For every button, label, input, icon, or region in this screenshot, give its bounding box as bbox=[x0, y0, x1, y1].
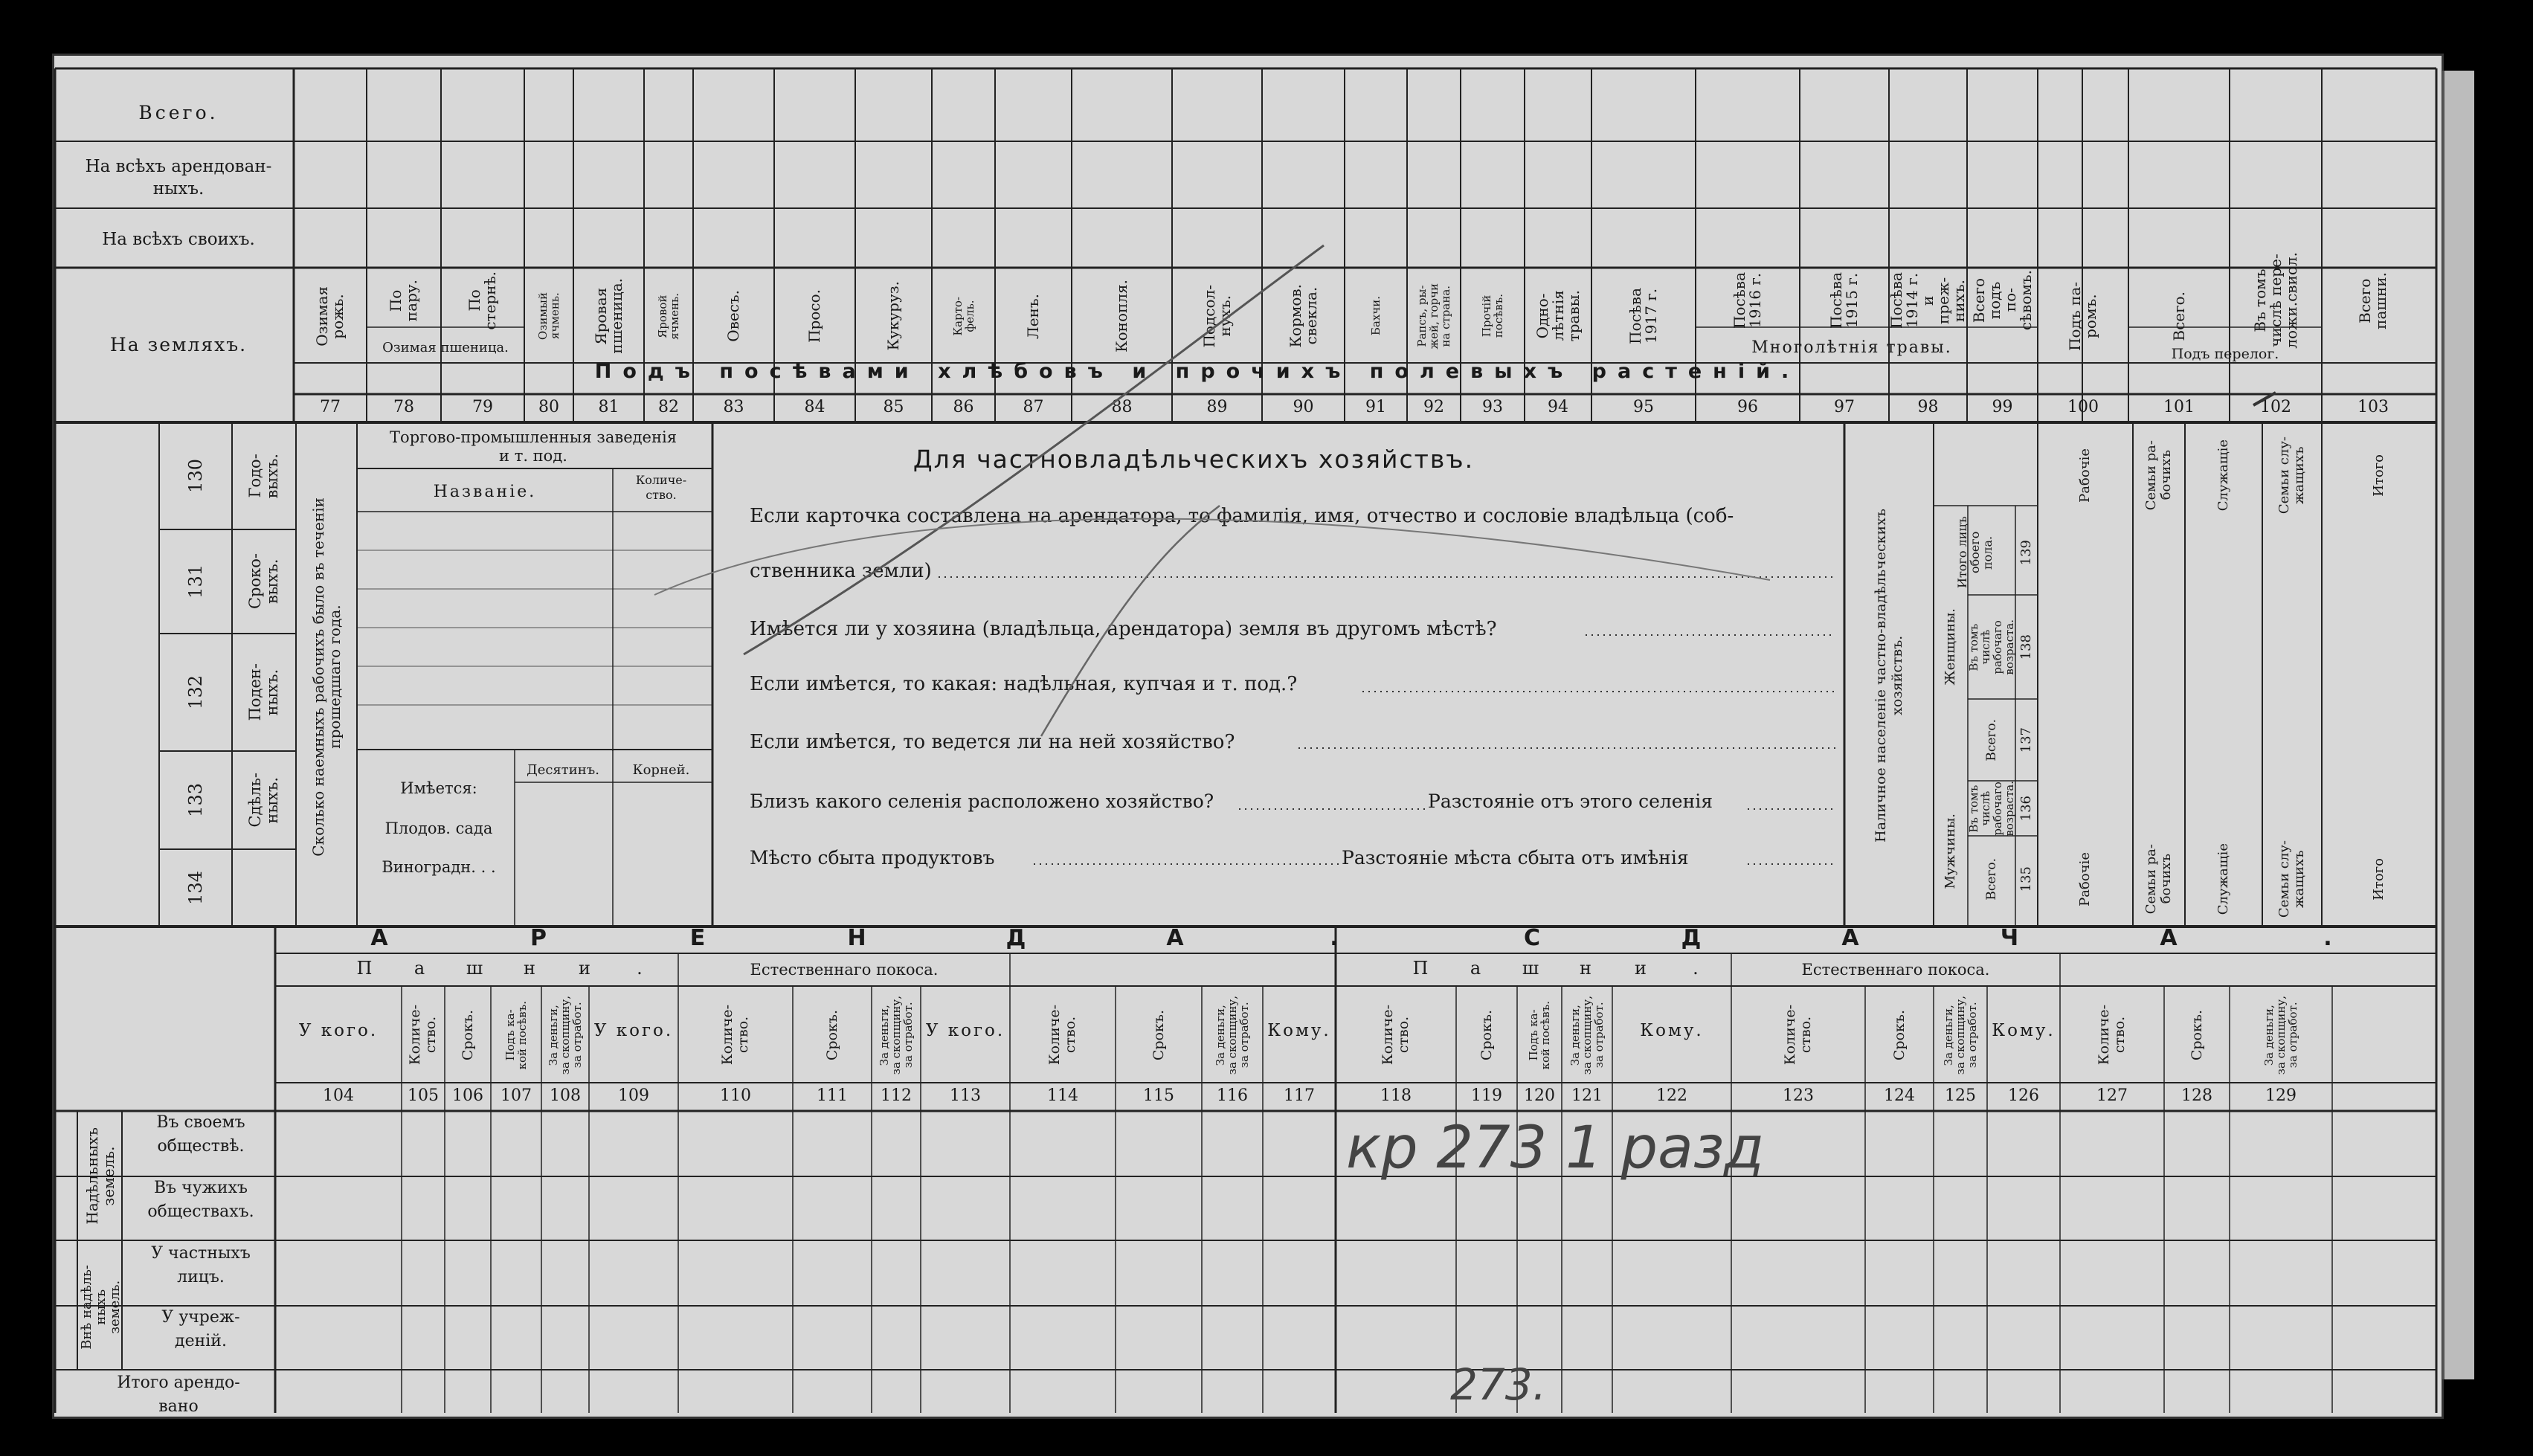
crop-header-8: Кукуруз. bbox=[884, 281, 902, 351]
lease-header-13: Кому. bbox=[1267, 1021, 1331, 1040]
arenda-letter-4: Д bbox=[1005, 925, 1026, 951]
col-num-81: 81 bbox=[598, 398, 619, 416]
lease-header-11: Срокъ. bbox=[1150, 1009, 1167, 1061]
lease-header-15: Срокъ. bbox=[1478, 1009, 1495, 1061]
col-num-78: 78 bbox=[393, 398, 414, 416]
arenda-pashni-4: и bbox=[579, 958, 590, 979]
pop-col-top-0: Рабочіе bbox=[2077, 448, 2093, 503]
crop-header-12: Подсол- нухъ. bbox=[1200, 284, 1234, 348]
private-title: Для частновладѣльческихъ хозяйствъ. bbox=[913, 445, 1475, 474]
pop-zhenshchiny: Женщины. bbox=[1943, 608, 1958, 686]
pop-vtom-m: Въ томъ числѣ рабочаго возраста. bbox=[1967, 780, 2016, 837]
crop-header-10: Ленъ. bbox=[1024, 293, 1042, 339]
crop-header-9: Карто- фель. bbox=[950, 296, 976, 336]
col-num-86: 86 bbox=[953, 398, 974, 416]
sdacha-pashni-2: ш bbox=[1522, 958, 1539, 979]
lease-header-10: Количе- ство. bbox=[1046, 1005, 1078, 1066]
lease-num-118: 118 bbox=[1380, 1086, 1412, 1105]
col-num-97: 97 bbox=[1834, 398, 1855, 416]
col-num-77: 77 bbox=[320, 398, 341, 416]
lease-num-119: 119 bbox=[1471, 1086, 1502, 1105]
lease-num-121: 121 bbox=[1571, 1086, 1603, 1105]
pop-vtom-f: Въ томъ числѣ рабочаго возраста. bbox=[1967, 619, 2016, 675]
torg-vinograd: Виноградн. . . bbox=[382, 858, 496, 876]
lease-header-3: Подъ ка- кой посѣвъ. bbox=[503, 1000, 529, 1070]
lease-num-117: 117 bbox=[1284, 1086, 1315, 1105]
crop-header-20: Посѣва 1915 г. bbox=[1827, 272, 1861, 329]
crop-header-3: Озимый ячмень. bbox=[536, 291, 561, 341]
lease-num-107: 107 bbox=[501, 1086, 532, 1105]
lease-num-122: 122 bbox=[1656, 1086, 1687, 1105]
col-num-82: 82 bbox=[658, 398, 679, 416]
private-line-7b: Разстояніе мѣста сбыта отъ имѣнія bbox=[1342, 847, 1689, 869]
population-caption: Наличное населеніе частно-владѣльческихъ хозяйствъ. bbox=[1873, 508, 1905, 843]
crop-header-13: Кормов. свекла. bbox=[1286, 284, 1320, 348]
arenda-pashni-0: П bbox=[356, 958, 373, 979]
crop-header-1: По пару. bbox=[387, 279, 420, 322]
pop-num-137: 137 bbox=[2018, 727, 2034, 753]
row-label-svoikh: На всѣхъ своихъ. bbox=[102, 230, 255, 249]
arenda-letter-3: Н bbox=[847, 925, 866, 951]
sdacha-letter-5: . bbox=[2323, 925, 2332, 951]
private-line-4: Если имѣется, то какая: надѣльная, купчая и т. под.? bbox=[750, 673, 1298, 695]
pop-vsego-f: Всего. bbox=[1984, 718, 1999, 761]
lease-header-16: Подъ ка- кой посѣвъ. bbox=[1527, 1000, 1552, 1070]
torg-qty-header: Количе- ство. bbox=[635, 473, 687, 502]
workers-caption: Сколько наемныхъ рабочихъ было въ теченіи прошедшаго года. bbox=[309, 497, 344, 857]
lease-num-111: 111 bbox=[817, 1086, 848, 1105]
pop-col-bot-3: Семьи слу- жащихъ bbox=[2276, 840, 2307, 918]
col-num-95: 95 bbox=[1633, 398, 1654, 416]
lease-header-17: За деньги, за скопщину, за отработ. bbox=[1568, 995, 1606, 1075]
vne-nadel-label: Внѣ надѣль- ныхъ земель. bbox=[78, 1265, 123, 1350]
sdacha-pashni-5: . bbox=[1693, 958, 1699, 979]
lease-header-18: Кому. bbox=[1640, 1021, 1704, 1040]
pop-col-top-3: Семьи слу- жащихъ bbox=[2276, 436, 2307, 515]
col-num-99: 99 bbox=[1992, 398, 2013, 416]
sdacha-letter-2: А bbox=[1841, 925, 1859, 951]
worker-label-0: Годо- выхъ. bbox=[246, 453, 281, 499]
row-label-arend-1: На всѣхъ арендован- bbox=[85, 157, 272, 176]
lease-num-128: 128 bbox=[2181, 1086, 2212, 1105]
col-num-88: 88 bbox=[1111, 398, 1133, 416]
pop-col-top-1: Семьи ра- бочихъ bbox=[2143, 439, 2174, 511]
col-num-93: 93 bbox=[1482, 398, 1503, 416]
crop-header-0: Озимая рожь. bbox=[313, 286, 347, 347]
col-num-98: 98 bbox=[1917, 398, 1939, 416]
crop-header-24: Всего. bbox=[2169, 291, 2188, 341]
pop-itogo: Итого лицъ обоего пола. bbox=[1954, 516, 1995, 589]
sdacha-letter-4: А bbox=[2160, 925, 2178, 951]
row-chuzhikh-2: обществахъ. bbox=[147, 1202, 254, 1221]
pop-col-top-4: Итого bbox=[2371, 454, 2386, 497]
row-uchrezh-2: деній. bbox=[175, 1332, 227, 1350]
row-label-vsego: Всего. bbox=[138, 102, 219, 123]
crop-header-25: Въ томъ числѣ пере- ложи.свиол. bbox=[2250, 252, 2300, 349]
row-itogo-2: вано bbox=[158, 1397, 199, 1416]
pop-col-bot-2: Служащіе bbox=[2215, 843, 2231, 915]
crop-header-6: Овесъ. bbox=[724, 290, 742, 342]
crop-header-7: Просо. bbox=[805, 289, 823, 343]
arenda-pashni-5: . bbox=[637, 958, 643, 979]
row-uchrezh-1: У учреж- bbox=[161, 1308, 240, 1327]
arenda-pokos: Естественнаго покоса. bbox=[750, 961, 939, 979]
pop-col-bot-4: Итого bbox=[2371, 857, 2386, 901]
lease-header-7: Срокъ. bbox=[823, 1009, 840, 1061]
pop-num-135: 135 bbox=[2018, 866, 2034, 892]
crop-header-15: Рапсъ, ры- жей, горчи на страна. bbox=[1415, 283, 1452, 349]
pop-col-bot-1: Семьи ра- бочихъ bbox=[2143, 843, 2174, 915]
crop-header-19: Посѣва 1916 г. bbox=[1731, 272, 1764, 329]
col-num-94: 94 bbox=[1548, 398, 1568, 416]
worker-num-132: 132 bbox=[185, 675, 206, 709]
lease-num-112: 112 bbox=[881, 1086, 912, 1105]
crop-header-16: Прочій посѣвъ. bbox=[1480, 294, 1505, 338]
handwritten-note: кр 273 1 разд bbox=[1346, 1115, 1765, 1182]
worker-num-130: 130 bbox=[185, 459, 206, 493]
pop-col-bot-0: Рабочіе bbox=[2077, 851, 2093, 906]
row-itogo-1: Итого арендо- bbox=[117, 1373, 240, 1392]
col-num-102: 102 bbox=[2260, 398, 2291, 416]
nadelnykh-label: Надѣльныхъ земель. bbox=[83, 1127, 118, 1225]
lease-num-129: 129 bbox=[2265, 1086, 2297, 1105]
private-line-1: Если карточка составлена на арендатора, то фамилія, имя, отчество и сословіе владѣльца (соб- bbox=[750, 505, 1734, 527]
pop-num-138: 138 bbox=[2018, 634, 2034, 660]
crop-header-21: Посѣва 1914 г. и преж- нихъ. bbox=[1887, 272, 1968, 329]
pop-col-top-2: Служащіе bbox=[2215, 439, 2231, 512]
torg-desyatin: Десятинъ. bbox=[527, 762, 599, 778]
crop-header-2: По стернѣ. bbox=[466, 271, 499, 330]
pop-muzhchiny: Мужчины. bbox=[1943, 814, 1958, 889]
worker-label-2: Поден- ныхъ. bbox=[246, 663, 281, 721]
lease-header-21: За деньги, за скопщину, за отработ. bbox=[1942, 995, 1979, 1075]
lease-num-114: 114 bbox=[1047, 1086, 1078, 1105]
private-line-6a: Близъ какого селенія расположено хозяйство? bbox=[750, 790, 1214, 812]
lease-num-104: 104 bbox=[323, 1086, 354, 1105]
col-num-100: 100 bbox=[2067, 398, 2099, 416]
row-label-na-zemlyakh: На земляхъ. bbox=[109, 334, 248, 355]
worker-num-131: 131 bbox=[185, 564, 206, 599]
private-line-7a: Мѣсто сбыта продуктовъ bbox=[750, 847, 995, 869]
arenda-pashni-1: а bbox=[413, 958, 425, 979]
col-num-103: 103 bbox=[2357, 398, 2389, 416]
lease-header-12: За деньги, за скопщину, за отработ. bbox=[1214, 995, 1251, 1075]
lease-num-115: 115 bbox=[1143, 1086, 1174, 1105]
col-num-84: 84 bbox=[804, 398, 825, 416]
row-svoem-2: обществѣ. bbox=[157, 1137, 245, 1156]
lease-num-108: 108 bbox=[550, 1086, 581, 1105]
arenda-letter-2: Е bbox=[689, 925, 706, 951]
sdacha-pokos: Естественнаго покоса. bbox=[1801, 961, 1990, 979]
col-num-87: 87 bbox=[1023, 398, 1044, 416]
lease-num-116: 116 bbox=[1217, 1086, 1248, 1105]
lease-num-125: 125 bbox=[1945, 1086, 1976, 1105]
row-label-arend-2: ныхъ. bbox=[152, 179, 205, 199]
pop-vsego-m: Всего. bbox=[1984, 857, 1999, 901]
torg-plodov: Плодов. сада bbox=[384, 819, 493, 837]
col-num-92: 92 bbox=[1423, 398, 1444, 416]
crop-header-5: Яровой ячмень. bbox=[656, 292, 681, 340]
row-chastnykh-1: У частныхъ bbox=[151, 1244, 251, 1263]
arenda-letter-5: А bbox=[1166, 925, 1184, 951]
lease-num-123: 123 bbox=[1783, 1086, 1814, 1105]
sdacha-pashni-1: а bbox=[1470, 958, 1481, 979]
col-num-91: 91 bbox=[1365, 398, 1386, 416]
torg-korney: Корней. bbox=[632, 762, 690, 778]
worker-label-3: Сдѣль- ныхъ. bbox=[246, 773, 281, 828]
worker-num-133: 133 bbox=[185, 783, 206, 817]
torg-name-header: Названіе. bbox=[433, 483, 537, 501]
lease-num-105: 105 bbox=[408, 1086, 439, 1105]
col-num-80: 80 bbox=[538, 398, 559, 416]
lease-header-19: Количе- ство. bbox=[1782, 1005, 1814, 1066]
row-chuzhikh-1: Въ чужихъ bbox=[154, 1179, 248, 1197]
arenda-pashni-3: н bbox=[524, 958, 535, 979]
torg-imeetsya: Имѣется: bbox=[400, 779, 477, 797]
lease-header-0: У кого. bbox=[298, 1021, 379, 1040]
row-svoem-1: Въ своемъ bbox=[156, 1113, 245, 1132]
arenda-pashni-2: ш bbox=[466, 958, 483, 979]
lease-header-8: За деньги, за скопщину, за отработ. bbox=[878, 995, 915, 1075]
crop-header-11: Конопля. bbox=[1113, 280, 1130, 352]
pop-num-136: 136 bbox=[2018, 795, 2034, 822]
sdacha-pashni-0: П bbox=[1412, 958, 1429, 979]
lease-header-6: Количе- ство. bbox=[719, 1005, 751, 1066]
col-num-101: 101 bbox=[2163, 398, 2195, 416]
lease-header-24: Срокъ. bbox=[2188, 1009, 2205, 1061]
crop-header-4: Яровая пшеница. bbox=[591, 278, 625, 354]
lease-num-113: 113 bbox=[950, 1086, 981, 1105]
mnogoletnie-label: Многолѣтнія травы. bbox=[1751, 338, 1952, 357]
lease-num-106: 106 bbox=[452, 1086, 483, 1105]
handwritten-number: 273. bbox=[1450, 1359, 1547, 1410]
crop-header-26: Всего пашни. bbox=[2356, 271, 2389, 329]
sdacha-letter-1: Д bbox=[1681, 925, 1702, 951]
private-line-3: Имѣется ли у хозяина (владѣльца, арендатора) земля въ другомъ мѣстѣ? bbox=[750, 618, 1497, 640]
crop-header-23: Подъ па- ромъ. bbox=[2066, 281, 2099, 351]
private-line-6b: Разстояніе отъ этого селенія bbox=[1428, 790, 1713, 812]
lease-num-126: 126 bbox=[2008, 1086, 2039, 1105]
sdacha-letter-3: Ч bbox=[2000, 925, 2019, 951]
lease-header-4: За деньги, за скопщину, за отработ. bbox=[547, 995, 584, 1075]
arenda-letter-6: . bbox=[1330, 925, 1339, 951]
worker-label-1: Сроко- выхъ. bbox=[246, 553, 281, 610]
pop-num-139: 139 bbox=[2018, 539, 2034, 566]
crop-header-22: Всего подъ по- сѣвомъ. bbox=[1969, 270, 2035, 331]
crop-header-14: Бахчи. bbox=[1369, 296, 1383, 336]
lease-num-127: 127 bbox=[2096, 1086, 2128, 1105]
private-line-5: Если имѣется, то ведется ли на ней хозяйство? bbox=[750, 731, 1235, 753]
row-chastnykh-2: лицъ. bbox=[177, 1268, 225, 1286]
private-line-2: ственника земли) bbox=[750, 560, 932, 582]
crop-header-17: Одно- лѣтнія травы. bbox=[1533, 290, 1583, 342]
col-num-79: 79 bbox=[472, 398, 493, 416]
lease-header-1: Количе- ство. bbox=[407, 1005, 439, 1066]
lease-num-109: 109 bbox=[618, 1086, 649, 1105]
col-num-85: 85 bbox=[883, 398, 904, 416]
arenda-letter-0: А bbox=[370, 925, 388, 951]
lease-num-124: 124 bbox=[1884, 1086, 1915, 1105]
torg-title: Торгово-промышленныя заведенія и т. под. bbox=[390, 428, 677, 465]
crop-header-18: Посѣва 1917 г. bbox=[1626, 288, 1660, 344]
lease-num-120: 120 bbox=[1524, 1086, 1555, 1105]
col-num-96: 96 bbox=[1737, 398, 1758, 416]
lease-num-110: 110 bbox=[720, 1086, 751, 1105]
lease-header-25: За деньги, за скопщину, за отработ. bbox=[2262, 995, 2299, 1075]
worker-num-134: 134 bbox=[185, 871, 206, 905]
lease-header-22: Кому. bbox=[1992, 1021, 2056, 1040]
col-num-83: 83 bbox=[723, 398, 744, 416]
sdacha-pashni-4: и bbox=[1635, 958, 1647, 979]
ozimaya-pshenica-label: Озимая пшеница. bbox=[382, 340, 509, 355]
col-num-90: 90 bbox=[1293, 398, 1314, 416]
lease-header-14: Количе- ство. bbox=[1380, 1005, 1412, 1066]
lease-header-9: У кого. bbox=[925, 1021, 1005, 1040]
lease-header-2: Срокъ. bbox=[459, 1009, 476, 1061]
lease-header-23: Количе- ство. bbox=[2096, 1005, 2128, 1066]
sdacha-letter-0: С bbox=[1523, 925, 1541, 951]
arenda-letter-1: Р bbox=[530, 925, 547, 951]
pod-perelog-label: Подъ перелог. bbox=[2171, 346, 2279, 362]
sdacha-pashni-3: н bbox=[1580, 958, 1591, 979]
lease-header-5: У кого. bbox=[593, 1021, 674, 1040]
col-num-89: 89 bbox=[1206, 398, 1228, 416]
pod-posevami-banner: Подъ посѣвами хлѣбовъ и прочихъ полевыхъ растеній. bbox=[594, 360, 1800, 383]
lease-header-20: Срокъ. bbox=[1890, 1009, 1908, 1061]
